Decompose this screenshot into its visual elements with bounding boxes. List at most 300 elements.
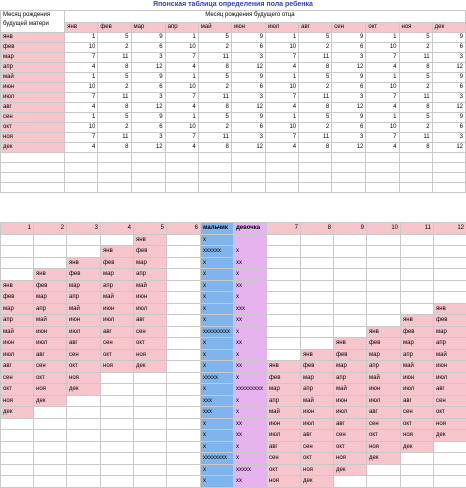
table1-value-cell: 10 bbox=[266, 123, 299, 133]
age-month-cell: сен bbox=[101, 338, 134, 350]
age-month-cell: фев bbox=[1, 292, 34, 304]
age-month-cell bbox=[434, 453, 466, 465]
age-month-cell: янв bbox=[134, 234, 167, 246]
age-month-cell: сен bbox=[401, 407, 434, 419]
age-month-cell: мар bbox=[1, 303, 34, 315]
month-number-header: 11 bbox=[401, 223, 434, 235]
month-number-header: 4 bbox=[101, 223, 134, 235]
age-month-cell: май bbox=[67, 303, 101, 315]
age-month-cell: апр bbox=[401, 349, 434, 361]
age-month-cell bbox=[434, 280, 466, 292]
age-month-cell bbox=[167, 292, 201, 304]
age-month-cell bbox=[334, 303, 367, 315]
age-month-cell: авг bbox=[301, 430, 334, 442]
table2-row bbox=[1, 372, 466, 384]
age-month-cell bbox=[167, 476, 201, 488]
mother-month-cell: апр bbox=[1, 63, 65, 73]
age-month-cell bbox=[434, 292, 466, 304]
girl-mark-cell: x bbox=[234, 453, 267, 465]
age-month-cell bbox=[1, 453, 34, 465]
empty-cell bbox=[432, 183, 465, 193]
age-month-cell bbox=[301, 280, 334, 292]
table1-value-cell: 10 bbox=[366, 43, 399, 53]
table1-value-cell: 2 bbox=[98, 83, 131, 93]
empty-cell bbox=[131, 183, 165, 193]
table1-value-cell: 2 bbox=[299, 83, 332, 93]
age-month-cell bbox=[267, 349, 301, 361]
empty-cell bbox=[165, 153, 198, 163]
mother-month-cell: май bbox=[1, 73, 65, 83]
mother-month-cell: июн bbox=[1, 83, 65, 93]
boy-mark-cell: x bbox=[201, 418, 234, 430]
empty-cell bbox=[432, 173, 465, 183]
age-month-cell bbox=[401, 453, 434, 465]
boy-mark-cell: x bbox=[201, 338, 234, 350]
girl-mark-cell: xx bbox=[234, 315, 267, 327]
girl-mark-cell: x bbox=[234, 269, 267, 281]
table1-value-cell: 5 bbox=[399, 73, 432, 83]
age-month-cell bbox=[267, 326, 301, 338]
table2-row bbox=[1, 326, 466, 338]
father-month-cell: авг bbox=[299, 23, 332, 33]
table1-value-cell: 7 bbox=[366, 133, 399, 143]
table2-row bbox=[1, 280, 466, 292]
table1-value-cell: 12 bbox=[131, 63, 165, 73]
age-month-cell bbox=[401, 476, 434, 488]
age-month-cell: янв bbox=[267, 361, 301, 373]
age-month-cell bbox=[101, 372, 134, 384]
age-month-cell bbox=[134, 453, 167, 465]
boy-mark-cell: x bbox=[201, 464, 234, 476]
table1-value-cell: 6 bbox=[131, 123, 165, 133]
table1-value-cell: 4 bbox=[366, 143, 399, 153]
table2-row bbox=[1, 418, 466, 430]
table1-value-cell: 6 bbox=[432, 123, 465, 133]
table1-value-cell: 4 bbox=[165, 63, 198, 73]
age-month-cell bbox=[434, 269, 466, 281]
table1-value-cell: 11 bbox=[399, 53, 432, 63]
table1-value-cell: 2 bbox=[198, 83, 231, 93]
age-month-cell bbox=[67, 476, 101, 488]
age-month-cell: окт bbox=[101, 349, 134, 361]
month-number-header: 10 bbox=[367, 223, 401, 235]
age-month-cell: мар bbox=[267, 384, 301, 396]
table1-value-cell: 6 bbox=[131, 43, 165, 53]
table1-value-cell: 3 bbox=[332, 53, 366, 63]
table2-row bbox=[1, 269, 466, 281]
empty-cell bbox=[399, 173, 432, 183]
age-month-cell bbox=[301, 246, 334, 258]
age-month-cell: июл bbox=[334, 407, 367, 419]
age-month-cell bbox=[134, 476, 167, 488]
boy-mark-cell: x bbox=[201, 269, 234, 281]
table1-value-cell: 6 bbox=[332, 123, 366, 133]
age-month-cell: дек bbox=[434, 430, 466, 442]
age-month-cell: июл bbox=[1, 349, 34, 361]
empty-cell bbox=[299, 153, 332, 163]
father-months-row bbox=[1, 23, 466, 33]
girl-mark-cell: xx bbox=[234, 476, 267, 488]
age-month-cell: июл bbox=[401, 384, 434, 396]
father-month-cell: фев bbox=[98, 23, 131, 33]
gender-lookup-table bbox=[0, 222, 466, 488]
age-month-cell: окт bbox=[401, 418, 434, 430]
father-month-cell: окт bbox=[366, 23, 399, 33]
age-month-cell: окт bbox=[134, 338, 167, 350]
father-header: Месяц рождения будущего отца bbox=[65, 11, 466, 23]
table1-value-cell: 11 bbox=[198, 133, 231, 143]
age-month-cell: ноя bbox=[367, 441, 401, 453]
table1-value-cell: 6 bbox=[432, 43, 465, 53]
table1-value-cell: 10 bbox=[366, 83, 399, 93]
empty-cell bbox=[332, 173, 366, 183]
age-month-cell: апр bbox=[434, 338, 466, 350]
age-month-cell: окт bbox=[334, 441, 367, 453]
age-month-cell: июл bbox=[367, 395, 401, 407]
age-month-cell: июн bbox=[434, 361, 466, 373]
table1-row bbox=[1, 103, 466, 113]
empty-cell bbox=[198, 153, 231, 163]
age-month-cell bbox=[101, 418, 134, 430]
age-month-cell: июл bbox=[67, 326, 101, 338]
empty-cell bbox=[299, 183, 332, 193]
age-month-cell: авг bbox=[367, 407, 401, 419]
table1-value-cell: 9 bbox=[432, 33, 465, 43]
empty-cell bbox=[98, 183, 131, 193]
age-month-cell bbox=[67, 407, 101, 419]
table1-value-cell: 3 bbox=[131, 93, 165, 103]
age-month-cell: авг bbox=[267, 441, 301, 453]
table1-value-cell: 5 bbox=[299, 33, 332, 43]
table2-row bbox=[1, 384, 466, 396]
father-month-cell: июл bbox=[266, 23, 299, 33]
boy-mark-cell: x bbox=[201, 234, 234, 246]
table1-value-cell: 12 bbox=[432, 103, 465, 113]
table1-value-cell: 7 bbox=[65, 133, 98, 143]
boy-mark-cell: x bbox=[201, 361, 234, 373]
table1-value-cell: 10 bbox=[65, 43, 98, 53]
girl-header: девочка bbox=[234, 223, 267, 235]
age-month-cell bbox=[367, 234, 401, 246]
table1-value-cell: 12 bbox=[432, 143, 465, 153]
age-month-cell bbox=[301, 257, 334, 269]
table2-row bbox=[1, 315, 466, 327]
age-month-cell bbox=[134, 407, 167, 419]
table1-value-cell: 9 bbox=[332, 73, 366, 83]
age-month-cell bbox=[134, 372, 167, 384]
table1-value-cell: 5 bbox=[98, 33, 131, 43]
age-month-cell bbox=[367, 257, 401, 269]
page-title: Японская таблица определения пола ребенка bbox=[0, 0, 466, 10]
empty-cell bbox=[65, 173, 98, 183]
age-month-cell: июн bbox=[334, 395, 367, 407]
table1-value-cell: 9 bbox=[332, 113, 366, 123]
age-month-cell bbox=[167, 234, 201, 246]
age-month-cell: июл bbox=[267, 430, 301, 442]
mother-header: Месяц рождения будущей матери bbox=[1, 11, 65, 33]
age-month-cell: июн bbox=[101, 303, 134, 315]
empty-cell bbox=[299, 163, 332, 173]
age-month-cell bbox=[434, 234, 466, 246]
age-month-cell bbox=[167, 257, 201, 269]
table1-value-cell: 7 bbox=[366, 93, 399, 103]
table1-row bbox=[1, 143, 466, 153]
table1-value-cell: 6 bbox=[131, 83, 165, 93]
table1-value-cell: 8 bbox=[198, 103, 231, 113]
age-month-cell bbox=[67, 441, 101, 453]
mother-month-cell: авг bbox=[1, 103, 65, 113]
table2-row bbox=[1, 303, 466, 315]
age-month-cell bbox=[34, 441, 67, 453]
age-month-cell bbox=[167, 280, 201, 292]
empty-cell bbox=[266, 183, 299, 193]
age-month-cell bbox=[101, 407, 134, 419]
age-month-cell: сен bbox=[267, 453, 301, 465]
table1-value-cell: 10 bbox=[65, 83, 98, 93]
age-month-cell bbox=[167, 246, 201, 258]
table1-value-cell: 4 bbox=[65, 143, 98, 153]
table1-value-cell: 2 bbox=[198, 43, 231, 53]
age-month-cell: фев bbox=[67, 269, 101, 281]
age-month-cell bbox=[334, 257, 367, 269]
age-month-cell bbox=[434, 257, 466, 269]
age-month-cell bbox=[34, 464, 67, 476]
empty-cell bbox=[1, 163, 65, 173]
age-month-cell bbox=[34, 418, 67, 430]
table2-row bbox=[1, 292, 466, 304]
empty-cell bbox=[366, 153, 399, 163]
table1-value-cell: 3 bbox=[231, 93, 265, 103]
table1-value-cell: 2 bbox=[98, 123, 131, 133]
table1-value-cell: 1 bbox=[165, 113, 198, 123]
age-month-cell: янв bbox=[67, 257, 101, 269]
age-month-cell bbox=[134, 430, 167, 442]
boy-mark-cell: x bbox=[201, 257, 234, 269]
table1-value-cell: 5 bbox=[399, 33, 432, 43]
table1-value-cell: 7 bbox=[165, 53, 198, 63]
table1-value-cell: 2 bbox=[399, 123, 432, 133]
age-month-cell: сен bbox=[434, 395, 466, 407]
girl-mark-cell: xx bbox=[234, 361, 267, 373]
table1-value-cell: 9 bbox=[231, 73, 265, 83]
table1-value-cell: 4 bbox=[165, 103, 198, 113]
table1-value-cell: 3 bbox=[432, 133, 465, 143]
empty-cell bbox=[366, 173, 399, 183]
empty-cell bbox=[65, 163, 98, 173]
table1-value-cell: 3 bbox=[231, 133, 265, 143]
age-month-cell: июл bbox=[301, 418, 334, 430]
father-month-cell: апр bbox=[165, 23, 198, 33]
empty-cell bbox=[198, 183, 231, 193]
age-month-cell bbox=[101, 234, 134, 246]
empty-cell bbox=[198, 173, 231, 183]
age-month-cell: май bbox=[401, 361, 434, 373]
table1-value-cell: 4 bbox=[65, 63, 98, 73]
table1-value-cell: 9 bbox=[231, 113, 265, 123]
table1-value-cell: 8 bbox=[299, 103, 332, 113]
age-month-cell: дек bbox=[134, 361, 167, 373]
table1-value-cell: 9 bbox=[231, 33, 265, 43]
age-month-cell: сен bbox=[301, 441, 334, 453]
table1-value-cell: 2 bbox=[399, 83, 432, 93]
age-month-cell: июн bbox=[401, 372, 434, 384]
empty-cell bbox=[165, 183, 198, 193]
father-month-cell: май bbox=[198, 23, 231, 33]
age-month-cell bbox=[334, 246, 367, 258]
age-month-cell bbox=[167, 384, 201, 396]
age-month-cell bbox=[1, 430, 34, 442]
empty-cell bbox=[399, 153, 432, 163]
table1-value-cell: 6 bbox=[231, 43, 265, 53]
table1-row bbox=[1, 123, 466, 133]
age-month-cell bbox=[167, 349, 201, 361]
age-month-cell bbox=[101, 453, 134, 465]
age-month-cell: мар bbox=[101, 269, 134, 281]
age-month-cell bbox=[401, 464, 434, 476]
age-month-cell: фев bbox=[34, 280, 67, 292]
table1-value-cell: 9 bbox=[432, 113, 465, 123]
age-month-cell bbox=[101, 476, 134, 488]
age-month-cell bbox=[167, 361, 201, 373]
age-month-cell bbox=[434, 441, 466, 453]
age-month-cell bbox=[34, 430, 67, 442]
age-month-cell: май bbox=[1, 326, 34, 338]
table1-value-cell: 10 bbox=[165, 123, 198, 133]
table1-value-cell: 9 bbox=[131, 33, 165, 43]
empty-cell bbox=[366, 163, 399, 173]
month-number-header: 8 bbox=[301, 223, 334, 235]
table1-value-cell: 1 bbox=[65, 33, 98, 43]
age-month-cell bbox=[67, 234, 101, 246]
father-month-cell: июн bbox=[231, 23, 265, 33]
table1-value-cell: 5 bbox=[198, 113, 231, 123]
table1-row bbox=[1, 53, 466, 63]
empty-cell bbox=[131, 173, 165, 183]
table1-value-cell: 6 bbox=[231, 83, 265, 93]
boy-mark-cell: x bbox=[201, 349, 234, 361]
empty-cell bbox=[231, 183, 265, 193]
age-month-cell: мар bbox=[301, 372, 334, 384]
age-month-cell: дек bbox=[301, 476, 334, 488]
table1-value-cell: 9 bbox=[131, 73, 165, 83]
girl-mark-cell: x bbox=[234, 407, 267, 419]
table1-value-cell: 10 bbox=[165, 43, 198, 53]
table1-value-cell: 3 bbox=[332, 133, 366, 143]
empty-cell bbox=[98, 173, 131, 183]
age-month-cell bbox=[401, 303, 434, 315]
table1-value-cell: 9 bbox=[432, 73, 465, 83]
age-month-cell: май bbox=[301, 395, 334, 407]
parents-month-table bbox=[0, 10, 466, 193]
age-month-cell bbox=[34, 407, 67, 419]
age-month-cell bbox=[367, 246, 401, 258]
table1-value-cell: 7 bbox=[165, 93, 198, 103]
age-month-cell bbox=[167, 326, 201, 338]
age-month-cell bbox=[334, 476, 367, 488]
age-month-cell: апр bbox=[134, 269, 167, 281]
age-month-cell bbox=[134, 418, 167, 430]
table2-row bbox=[1, 430, 466, 442]
empty-cell bbox=[432, 153, 465, 163]
girl-mark-cell: x bbox=[234, 326, 267, 338]
empty-cell bbox=[399, 163, 432, 173]
table1-value-cell: 12 bbox=[332, 103, 366, 113]
table1-value-cell: 12 bbox=[131, 103, 165, 113]
table1-value-cell: 1 bbox=[366, 33, 399, 43]
month-number-header: 3 bbox=[67, 223, 101, 235]
age-month-cell bbox=[134, 384, 167, 396]
table1-value-cell: 7 bbox=[266, 93, 299, 103]
empty-cell bbox=[266, 173, 299, 183]
table1-value-cell: 11 bbox=[98, 93, 131, 103]
age-month-cell bbox=[301, 326, 334, 338]
month-number-header: 7 bbox=[267, 223, 301, 235]
table1-value-cell: 1 bbox=[65, 113, 98, 123]
girl-mark-cell: x bbox=[234, 246, 267, 258]
age-month-cell: фев bbox=[101, 257, 134, 269]
age-month-cell bbox=[334, 234, 367, 246]
month-number-header: 5 bbox=[134, 223, 167, 235]
age-month-cell: янв bbox=[301, 349, 334, 361]
table1-value-cell: 3 bbox=[131, 53, 165, 63]
empty-cell bbox=[131, 153, 165, 163]
age-month-cell: ноя bbox=[434, 418, 466, 430]
table1-value-cell: 8 bbox=[399, 103, 432, 113]
month-number-header: 9 bbox=[334, 223, 367, 235]
empty-cell bbox=[1, 173, 65, 183]
age-month-cell: янв bbox=[334, 338, 367, 350]
age-month-cell bbox=[367, 269, 401, 281]
table1-value-cell: 12 bbox=[332, 143, 366, 153]
age-month-cell: апр bbox=[334, 372, 367, 384]
empty-cell bbox=[266, 153, 299, 163]
empty-cell bbox=[98, 153, 131, 163]
age-month-cell bbox=[301, 269, 334, 281]
age-month-cell bbox=[167, 407, 201, 419]
mother-month-cell: ноя bbox=[1, 133, 65, 143]
girl-mark-cell: x bbox=[234, 395, 267, 407]
age-month-cell bbox=[67, 464, 101, 476]
empty-cell bbox=[165, 163, 198, 173]
age-month-cell: фев bbox=[434, 315, 466, 327]
age-month-cell bbox=[167, 372, 201, 384]
age-month-cell: авг bbox=[67, 338, 101, 350]
age-month-cell bbox=[401, 234, 434, 246]
table1-value-cell: 7 bbox=[65, 53, 98, 63]
table1-value-cell: 12 bbox=[231, 143, 265, 153]
age-month-cell: апр bbox=[367, 361, 401, 373]
boy-mark-cell: xxx bbox=[201, 395, 234, 407]
table1-value-cell: 4 bbox=[266, 143, 299, 153]
age-month-cell: июн bbox=[67, 315, 101, 327]
age-month-cell bbox=[267, 280, 301, 292]
father-month-cell: янв bbox=[65, 23, 98, 33]
age-month-cell: ноя bbox=[1, 395, 34, 407]
boy-mark-cell: xxx bbox=[201, 407, 234, 419]
age-month-cell bbox=[1, 257, 34, 269]
age-month-cell bbox=[34, 234, 67, 246]
table2-row bbox=[1, 476, 466, 488]
age-month-cell bbox=[67, 395, 101, 407]
age-month-cell: ноя bbox=[67, 372, 101, 384]
age-month-cell: апр bbox=[101, 280, 134, 292]
table1-value-cell: 4 bbox=[366, 103, 399, 113]
age-month-cell: авг bbox=[401, 395, 434, 407]
age-month-cell: ноя bbox=[401, 430, 434, 442]
age-month-cell bbox=[1, 441, 34, 453]
age-month-cell bbox=[167, 418, 201, 430]
age-month-cell: июл bbox=[434, 372, 466, 384]
